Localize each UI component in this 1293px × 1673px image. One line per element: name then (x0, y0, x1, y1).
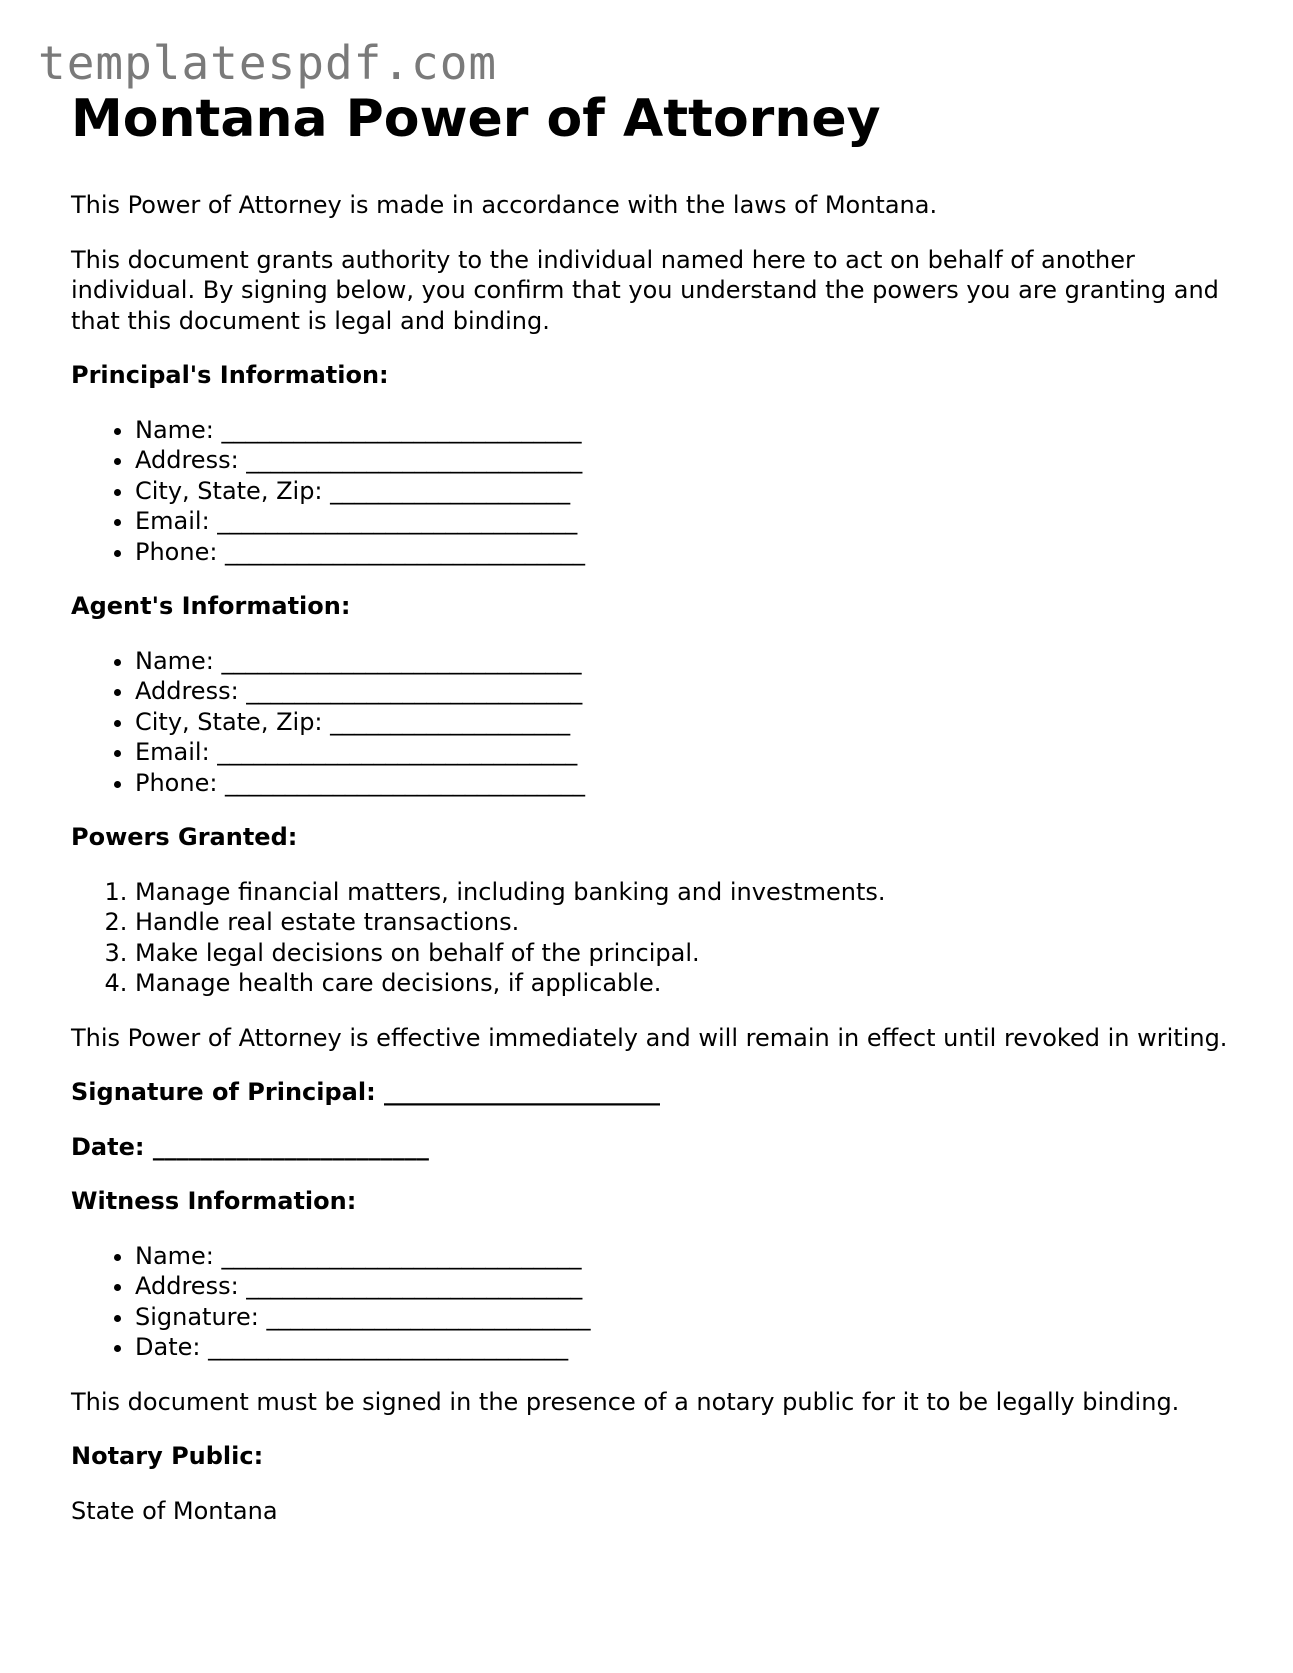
principal-name-field: • Name: ______________________________ (135, 415, 1231, 446)
agent-city-state-zip-field: • City, State, Zip: ____________________ (135, 707, 1231, 738)
notary-note-paragraph: This document must be signed in the presence of a notary public for it to be legally binding. (71, 1387, 1180, 1416)
witness-address-field: • Address: ____________________________ (135, 1271, 1231, 1302)
effective-paragraph: This Power of Attorney is effective immediately and will remain in effect until revoked in writing. (71, 1023, 1228, 1052)
agent-fields-list (71, 646, 1231, 799)
principal-signature-label: Signature of Principal: (71, 1078, 376, 1106)
powers-list (71, 877, 1231, 999)
date-blank: _______________________ (144, 1132, 429, 1161)
agent-phone-field: • Phone: ______________________________ (135, 768, 1231, 799)
date-label: Date: (71, 1132, 145, 1161)
principal-city-state-zip-field: • City, State, Zip: ____________________ (135, 476, 1231, 507)
principal-email-field: • Email: ______________________________ (135, 506, 1231, 537)
power-item: 4. Manage health care decisions, if applicable. (135, 968, 1231, 999)
witness-heading: Witness Information: (71, 1187, 357, 1215)
witness-name-field: • Name: ______________________________ (135, 1241, 1231, 1272)
description-paragraph: This document grants authority to the individual named here to act on behalf of another individual. By signing below, you confirm that you understand the powers you are granting and that this document is legal and binding. (71, 245, 1219, 335)
power-item: 2. Handle real estate transactions. (135, 907, 1231, 938)
document-page (71, 88, 1231, 1526)
witness-signature-field: • Signature: ___________________________ (135, 1302, 1231, 1333)
agent-address-field: • Address: ____________________________ (135, 676, 1231, 707)
intro-paragraph: This Power of Attorney is made in accordance with the laws of Montana. (71, 191, 938, 219)
witness-fields-list (71, 1241, 1231, 1363)
principal-phone-field: • Phone: ______________________________ (135, 537, 1231, 568)
agent-heading: Agent's Information: (71, 592, 351, 620)
notary-state: State of Montana (71, 1496, 278, 1525)
watermark: templatespdf.com (38, 36, 498, 90)
principal-fields-list (71, 415, 1231, 568)
agent-name-field: • Name: ______________________________ (135, 646, 1231, 677)
notary-heading: Notary Public: (71, 1442, 264, 1470)
principal-signature-blank: _______________________ (375, 1078, 661, 1106)
witness-date-field: • Date: ______________________________ (135, 1332, 1231, 1363)
power-item: 3. Make legal decisions on behalf of the principal. (135, 938, 1231, 969)
power-item: 1. Manage financial matters, including banking and investments. (135, 877, 1231, 908)
principal-heading: Principal's Information: (71, 361, 389, 389)
principal-address-field: • Address: ____________________________ (135, 445, 1231, 476)
principal-signature-line (71, 1077, 1231, 1108)
agent-email-field: • Email: ______________________________ (135, 737, 1231, 768)
powers-heading: Powers Granted: (71, 823, 298, 851)
page-title: Montana Power of Attorney (71, 89, 881, 149)
date-line (71, 1132, 1231, 1163)
